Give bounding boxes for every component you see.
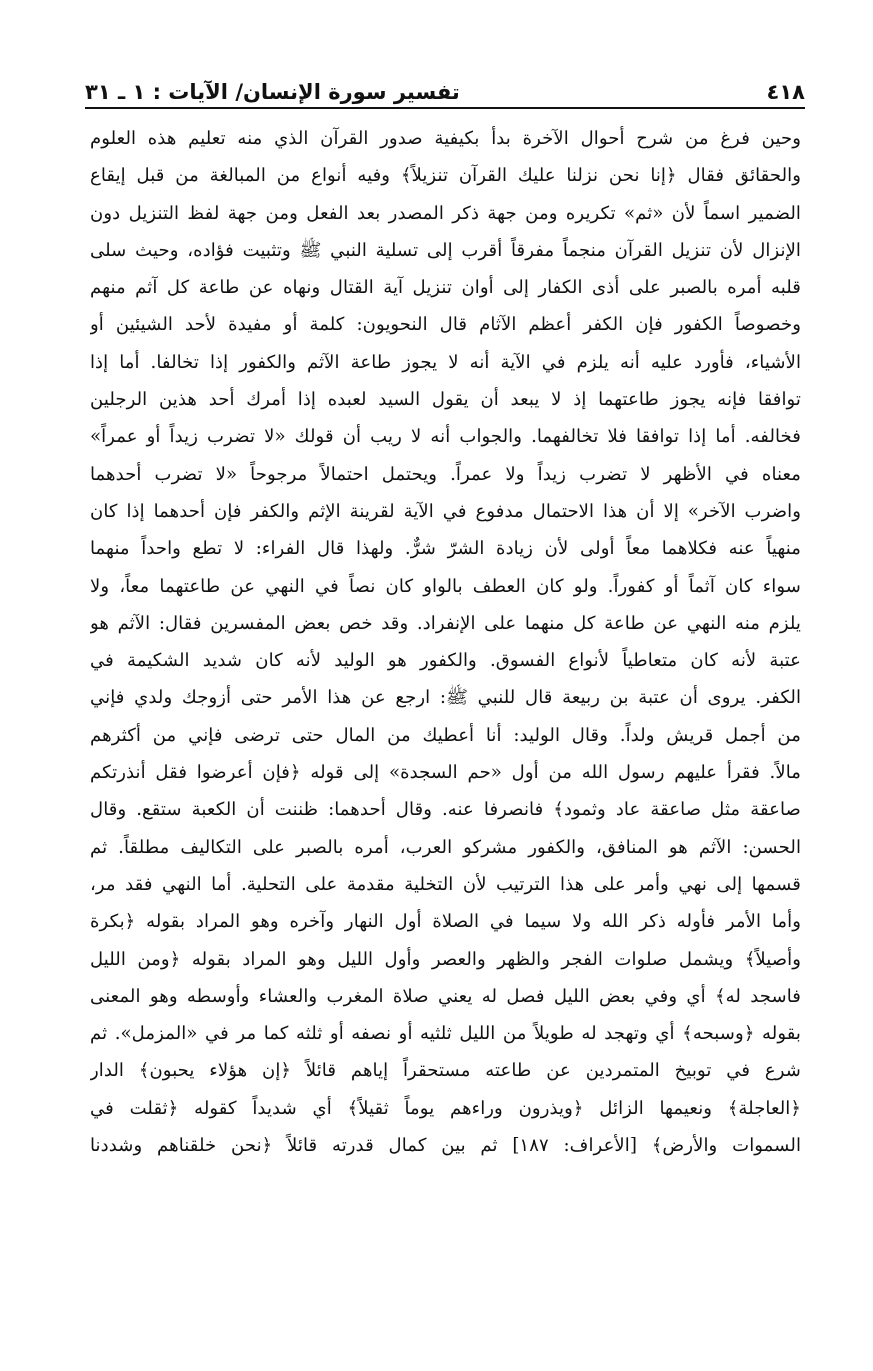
text-line: قسمها إلى نهي وأمر على هذا الترتيب لأن التخلية مقدمة على التحلية. أما النهي فقد مر،	[90, 873, 801, 895]
text-line: وحين فرغ من شرح أحوال الآخرة بدأ بكيفية صدور القرآن الذي منه تعليم هذه العلوم	[90, 128, 801, 149]
text-line: شرع في توبيخ المتمردين عن طاعته مستحقراً إياهم قائلاً ﴿إن هؤلاء يحبون﴾ الدار	[90, 1060, 801, 1082]
text-line: ﴿العاجلة﴾ ونعيمها الزائل ﴿ويذرون وراءهم يوماً ثقيلاً﴾ أي شديداً كقوله ﴿ثقلت في	[90, 1097, 801, 1119]
text-line: وأصيلاً﴾ ويشمل صلوات الفجر والظهر والعصر وأول الليل وهو المراد بقوله ﴿ومن الليل	[90, 948, 801, 970]
text-line: معناه في الأظهر لا تضرب زيداً ولا عمراً. ويحتمل احتمالاً مرجوحاً «لا تضرب أحدهما	[90, 463, 801, 485]
text-line: السموات والأرض﴾ [الأعراف: ١٨٧] ثم بين كمال قدرته قائلاً ﴿نحن خلقناهم وشددنا	[90, 1135, 801, 1157]
text-line: الأشياء، فأورد عليه أنه يلزم في الآية أنه لا يجوز طاعة الآثم والكفور إذا تخالفا. أما إذا	[90, 351, 801, 373]
text-line: صاعقة مثل صاعقة عاد وثمود﴾ فانصرفا عنه. وقال أحدهما: ظننت أن الكعبة ستقع. وقال	[90, 799, 801, 821]
text-line: من أجمل قريش ولداً. وقال الوليد: أنا أعطيك من المال حتى ترضى فإني من أكثرهم	[90, 724, 801, 746]
text-line: وأما الأمر فأوله ذكر الله ولا سيما في الصلاة أول النهار وآخره وهو المراد بقوله ﴿بكرة	[90, 911, 801, 933]
running-head	[85, 70, 805, 104]
text-line: يلزم منه النهي عن طاعة كل منهما على الإنفراد. وقد خص بعض المفسرين فقال: الآثم هو	[90, 612, 801, 634]
text-line: بقوله ﴿وسبحه﴾ أي وتهجد له طويلاً من الليل ثلثيه أو نصفه أو ثلثه كما مر في «المزمل». ثم	[90, 1023, 801, 1045]
text-line: سواء كان آثماً أو كفوراً. ولو كان العطف بالواو كان نصاً في النهي عن طاعتهما معاً، ولا	[90, 575, 801, 597]
text-line: وخصوصاً الكفور فإن الكفر أعظم الآثام قال النحويون: كلمة أو مفيدة لأحد الشيئين أو	[90, 314, 801, 336]
text-line: الإنزال لأن تنزيل القرآن منجماً مفرقاً أقرب إلى تسلية النبي ﷺ وتثبيت فؤاده، وحيث سلى	[90, 239, 801, 261]
text-line: الحسن: الآثم هو المنافق، والكفور مشركو العرب، أمره بالصبر على التكاليف مطلقاً. ثم	[90, 836, 801, 858]
text-line: قلبه أمره بالصبر على أذى الكفار إلى أوان تنزيل آية القتال ونهاه عن طاعة كل آثم منهم	[90, 277, 801, 299]
text-line: توافقا فإنه يجوز طاعتهما إذ لا يبعد أن يقول السيد لعبده إذا أمرك أحد هذين الرجلين	[90, 389, 801, 411]
text-line: فخالفه. أما إذا توافقا فلا تخالفهما. والجواب أنه لا ريب أن قولك «لا تضرب زيداً أو عمراً»	[90, 426, 801, 448]
text-line: والحقائق فقال ﴿إنا نحن نزلنا عليك القرآن تنزيلاً﴾ وفيه أنواع من المبالغة من قبل إيقاع	[90, 165, 801, 187]
text-line: الضمير اسماً لأن «ثم» تكريره ومن جهة ذكر المصدر بعد الفعل ومن جهة لفظ التنزيل دون	[90, 202, 801, 224]
text-line: فاسجد له﴾ أي وفي بعض الليل فصل له يعني صلاة المغرب والعشاء وأوسطه وهو المعنى	[90, 985, 801, 1007]
text-line: واضرب الآخر» إلا أن هذا الاحتمال مدفوع في الآية لقرينة الإثم والكفر فإن أحدهما إذا كان	[90, 500, 801, 522]
text-line: الكفر. يروى أن عتبة بن ربيعة قال للنبي ﷺ: ارجع عن هذا الأمر حتى أزوجك ولدي فإني	[90, 687, 801, 709]
body-text	[90, 120, 801, 1164]
page-number: ٤١٨	[766, 80, 805, 104]
text-line: مالاً. فقرأ عليهم رسول الله من أول «حم السجدة» إلى قوله ﴿فإن أعرضوا فقل أنذرتكم	[90, 762, 801, 784]
running-title: تفسير سورة الإنسان/ الآيات : ١ ـ ٣١	[85, 80, 460, 104]
header-rule	[85, 107, 805, 109]
text-line: عتبة لأنه كان متعاطياً لأنواع الفسوق. والكفور هو الوليد لأنه كان شديد الشكيمة في	[90, 650, 801, 672]
text-line: منهياً عنه فكلاهما معاً أولى لأن زيادة الشرّ شرٌّ. ولهذا قال الفراء: لا تطع واحداً منهما	[90, 538, 801, 560]
